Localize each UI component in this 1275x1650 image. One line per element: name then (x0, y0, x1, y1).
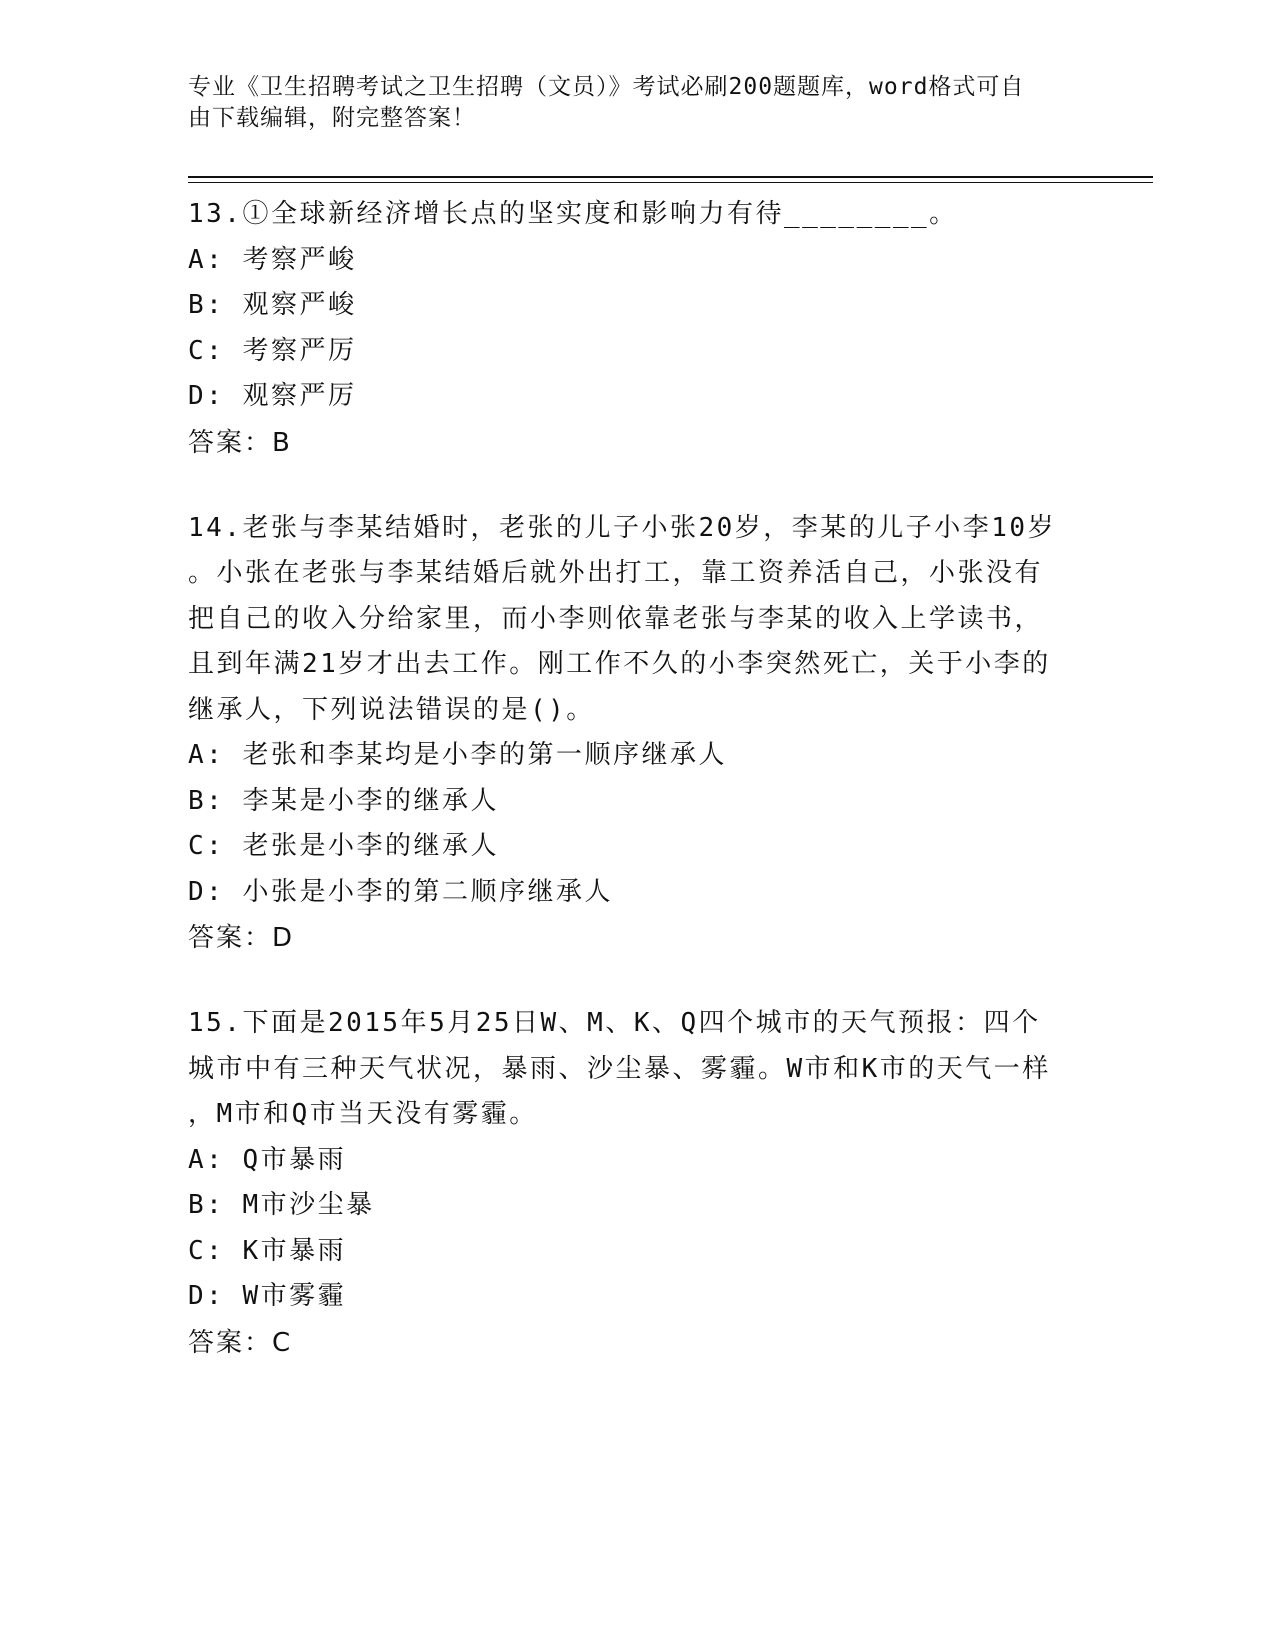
answer-line: 答案：D (188, 923, 295, 953)
question-15 (188, 1001, 1088, 1366)
question-stem-line-5: 继承人，下列说法错误的是()。 (188, 694, 595, 725)
option-c: C: 考察严厉 (188, 335, 357, 366)
question-stem-line-3: 把自己的收入分给家里，而小李则依靠老张与李某的收入上学读书， (188, 603, 1044, 634)
option-a: A: 考察严峻 (188, 244, 357, 275)
option-b: B: 观察严峻 (188, 290, 357, 320)
question-14 (188, 506, 1088, 962)
document-header (188, 72, 1068, 134)
answer-line: 答案：C (188, 1327, 293, 1358)
question-stem: 13.①全球新经济增长点的坚实度和影响力有待________。 (188, 199, 958, 229)
header-divider-thin (188, 182, 1153, 183)
question-stem-line-4: 且到年满21岁才出去工作。刚工作不久的小李突然死亡，关于小李的 (188, 649, 1051, 679)
option-b: B: 李某是小李的继承人 (188, 785, 499, 816)
option-b: B: M市沙尘暴 (188, 1190, 375, 1220)
option-d: D: W市雾霾 (188, 1281, 347, 1311)
question-stem-line-2: 。小张在老张与李某结婚后就外出打工，靠工资养活自己，小张没有 (188, 558, 1044, 588)
question-stem-line-1: 15.下面是2015年5月25日W、M、K、Q四个城市的天气预报：四个 (188, 1008, 1041, 1038)
option-a: A: Q市暴雨 (188, 1144, 347, 1175)
question-stem-line-1: 14.老张与李某结婚时，老张的儿子小张20岁，李某的儿子小李10岁 (188, 512, 1057, 543)
question-13 (188, 192, 1088, 466)
question-list (188, 192, 1088, 1406)
answer-line: 答案：B (188, 427, 292, 458)
option-c: C: 老张是小李的继承人 (188, 831, 499, 861)
option-a: A: 老张和李某均是小李的第一顺序继承人 (188, 740, 727, 770)
question-stem-line-2: 城市中有三种天气状况，暴雨、沙尘暴、雾霾。W市和K市的天气一样 (188, 1053, 1051, 1084)
question-stem-line-3: ，M市和Q市当天没有雾霾。 (188, 1099, 538, 1129)
header-divider-thick (188, 176, 1153, 178)
header-line-2: 由下载编辑，附完整答案！ (188, 105, 476, 131)
option-c: C: K市暴雨 (188, 1235, 347, 1266)
header-line-1: 专业《卫生招聘考试之卫生招聘（文员）》考试必刷200题题库，word格式可自 (188, 74, 1025, 100)
option-d: D: 观察严厉 (188, 381, 357, 411)
option-d: D: 小张是小李的第二顺序继承人 (188, 876, 613, 907)
